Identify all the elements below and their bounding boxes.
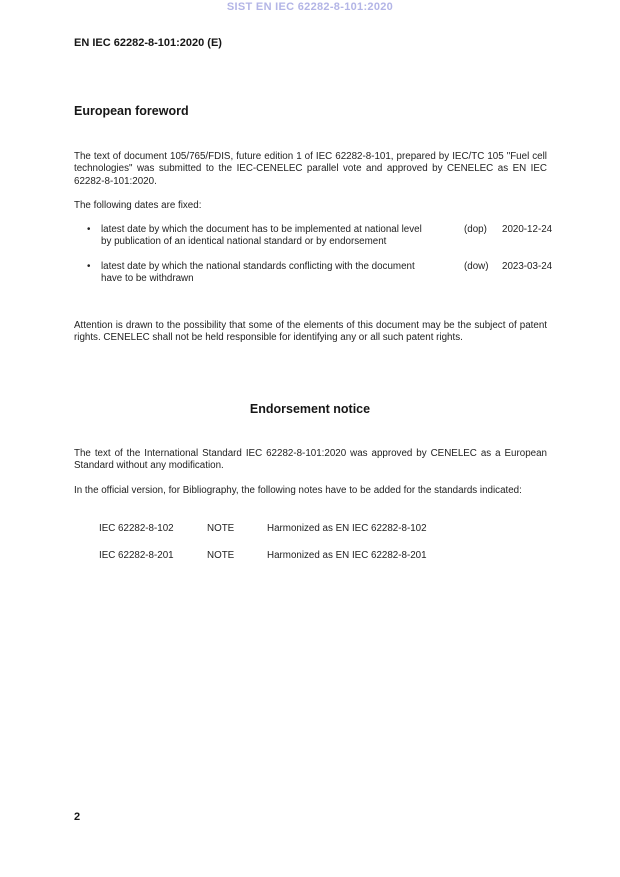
fixed-date-value: 2023-03-24: [502, 261, 553, 272]
endorsement-notice-heading: Endorsement notice: [249, 402, 371, 416]
fixed-date-row-dow: [74, 261, 574, 286]
fixed-date-description: latest date by which the national standards conflicting with the document have to be withdrawn: [101, 261, 415, 285]
note-standard-ref: IEC 62282-8-102: [99, 523, 174, 534]
fixed-date-value: 2020-12-24: [502, 224, 553, 235]
note-label: NOTE: [207, 550, 235, 561]
foreword-paragraph-2: The following dates are fixed:: [74, 200, 202, 211]
bullet-icon: •: [87, 261, 91, 272]
page-number: 2: [74, 811, 81, 823]
note-harmonized-text: Harmonized as EN IEC 62282-8-102: [267, 523, 427, 534]
fixed-date-abbr: (dop): [464, 224, 487, 235]
sist-watermark-header: SIST EN IEC 62282-8-101:2020: [226, 1, 394, 13]
patent-attention-paragraph: Attention is drawn to the possibility that some of the elements of this document may be the subject of patent rights. CENELEC shall not be held responsible for identifying any or all such patent rights.: [74, 320, 547, 344]
note-label: NOTE: [207, 523, 235, 534]
foreword-paragraph-1: The text of document 105/765/FDIS, future edition 1 of IEC 62282-8-101, prepared by IEC/TC 105 "Fuel cell technologies" was submitted to the IEC-CENELEC parallel vote and approved by CENELEC as EN IEC 62282-8-101:2020.: [74, 151, 547, 187]
european-foreword-heading: European foreword: [74, 104, 189, 118]
note-harmonized-text: Harmonized as EN IEC 62282-8-201: [267, 550, 427, 561]
bibliography-note-row: [74, 523, 574, 535]
bibliography-note-row: [74, 550, 574, 562]
note-standard-ref: IEC 62282-8-201: [99, 550, 174, 561]
fixed-date-row-dop: [74, 224, 574, 249]
endorsement-paragraph-2: In the official version, for Bibliography, the following notes have to be added for the standards indicated:: [74, 485, 522, 496]
endorsement-paragraph-1: The text of the International Standard IEC 62282-8-101:2020 was approved by CENELEC as a European Standard without any modification.: [74, 448, 547, 472]
fixed-date-description: latest date by which the document has to be implemented at national level by publication of an identical national standard or by endorsement: [101, 224, 422, 248]
fixed-date-abbr: (dow): [464, 261, 489, 272]
document-reference: EN IEC 62282-8-101:2020 (E): [74, 37, 222, 49]
bullet-icon: •: [87, 224, 91, 235]
